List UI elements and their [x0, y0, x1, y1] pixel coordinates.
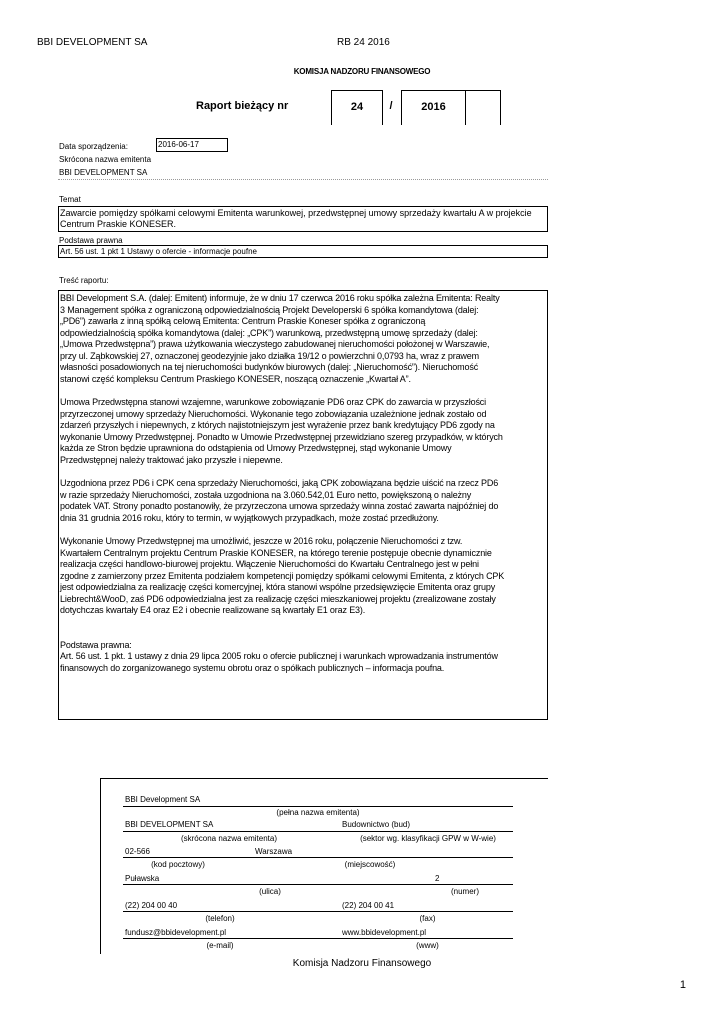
date-field: 2016-06-17 [156, 138, 228, 152]
legal-basis-label: Podstawa prawna [59, 236, 123, 245]
report-number: 24 [350, 101, 364, 113]
footer-fax: (22) 204 00 41 [342, 901, 395, 910]
report-year-box [401, 90, 466, 125]
divider [58, 179, 548, 180]
footer-full-name-label: (pełna nazwa emitenta) [276, 808, 360, 817]
footer-city-label: (miejscowość) [344, 860, 396, 869]
header-commission: KOMISJA NADZORU FINANSOWEGO [293, 67, 431, 76]
footer-full-name: BBI Development SA [125, 795, 201, 804]
page-number: 1 [679, 979, 686, 991]
footer-www-label: (www) [416, 941, 439, 950]
footer-postal: 02-566 [125, 847, 150, 856]
footer-line [123, 884, 513, 885]
footer-phone-label: (telefon) [205, 914, 235, 923]
footer-short-name: BBI DEVELOPMENT SA [125, 820, 214, 829]
paragraph-2: Umowa Przedwstępna stanowi wzajemne, warunkowe zobowiązanie PD6 oraz CPK do zawarcia w przyszłości przyrzeczonej umowy sprzedaży Nieruchomości. Wykonanie tego zobowiązania uzależnione jednak zostało od zdarzeń przyszłych i niepewnych, z których najistotniejszym jest wyrażenie przez bank kredytujący PD6 zgody na wykonanie Umowy Przedwstępnej. Ponadto w Umowie Przedwstępnej przewidziano szereg przypadków, w których każda ze Stron będzie uprawniona do odstąpienia od Umowy Przedwstępnej, stąd wykonanie Umowy Przedwstępnej należy traktować jako przyszłe i niepewne. [60, 397, 503, 465]
footer-top-rule [100, 778, 548, 779]
footer-street: Puławska [125, 874, 160, 883]
footer-fax-label: (fax) [419, 914, 436, 923]
footer-line [123, 911, 513, 912]
footer-email[interactable]: fundusz@bbidevelopment.pl [125, 928, 227, 937]
header-report-code: RB 24 2016 [337, 37, 390, 48]
footer-line [123, 806, 513, 807]
paragraph-3: Uzgodniona przez PD6 i CPK cena sprzedaży Nieruchomości, jaką CPK zobowiązana będzie uiścić na rzecz PD6 w razie sprzedaży Nieruchomości, została uzgodniona na 3.060.542,01 Euro netto, powiększoną o należny podatek VAT. Strony ponadto postanowiły, że przyrzeczona umowa sprzedaży winna zostać zawarta najpóźniej do dnia 31 grudnia 2016 roku, który to termin, w wyjątkowych przypadkach, może zostać przedłużony. [60, 478, 499, 523]
footer-line [123, 938, 513, 939]
footer-commission: Komisja Nadzoru Finansowego [292, 958, 432, 969]
footer-left-rule [100, 778, 101, 954]
footer-line [123, 831, 513, 832]
legal-basis-field: Art. 56 ust. 1 pkt 1 Ustawy o ofercie - informacje poufne [58, 245, 548, 258]
footer-postal-label: (kod pocztowy) [151, 860, 205, 869]
footer-line [123, 857, 513, 858]
footer-number-label: (numer) [450, 887, 479, 896]
date-label: Data sporządzenia: [59, 142, 128, 151]
footer-www[interactable]: www.bbidevelopment.pl [342, 928, 427, 937]
short-name-label: Skrócona nazwa emitenta [59, 155, 152, 164]
footer-city: Warszawa [255, 847, 293, 856]
report-year: 2016 [421, 101, 446, 113]
footer-street-label: (ulica) [259, 887, 281, 896]
footer-number: 2 [435, 874, 440, 883]
footer-sector: Budownictwo (bud) [342, 820, 411, 829]
legal-basis-text: Podstawa prawna: Art. 56 ust. 1 pkt. 1 ustawy z dnia 29 lipca 2005 roku o ofercie publicznej i warunkach wprowadzania instrumentów finansowych do zorganizowanego systemu obrotu oraz o spółkach publicznych – informacja poufna. [60, 639, 498, 673]
report-title: Raport bieżący nr [196, 100, 289, 112]
short-name-value: BBI DEVELOPMENT SA [59, 168, 148, 177]
subject-field: Zawarcie pomiędzy spółkami celowymi Emitenta warunkowej, przedwstępnej umowy sprzedaży kwartału A w projekcie Centrum Praskie KONESER. [58, 206, 548, 232]
report-slash: / [389, 100, 393, 112]
footer-short-name-label: (skrócona nazwa emitenta) [180, 834, 278, 843]
paragraph-4: Wykonanie Umowy Przedwstępnej ma umożliwić, jeszcze w 2016 roku, połączenie Nieruchomości z tzw. Kwartałem Centralnym projektu Centrum Praskie KONESER, na którego terenie postępuje obecnie dynamicznie realizacja części handlowo-biurowej projektu. Włączenie Nieruchomości do Kwartału Centralnego jest w pełni zgodne z zamierzony przez Emitenta podziałem kompetencji pomiędzy spółkami celowymi Emitenta, z których CPK jest odpowiedzialna za realizację części komercyjnej, która stanowi wspólne przedsięwzięcie Emitenta oraz grupy Liebrecht&WooD, zaś PD6 odpowiedzialna jest za realizację części mieszkaniowej projektu (zrealizowane zostały dotychczas kwartały E4 oraz E2 i obecnie realizowane są kwartały E1 oraz E3). [60, 536, 505, 615]
subject-label: Temat [59, 195, 81, 204]
report-number-box [331, 90, 383, 125]
footer-phone: (22) 204 00 40 [125, 901, 178, 910]
footer-sector-label: (sektor wg. klasyfikacji GPW w W-wie) [360, 834, 496, 843]
report-content [58, 290, 548, 720]
footer-email-label: (e-mail) [206, 941, 234, 950]
report-extra-box [464, 90, 501, 125]
header-company: BBI DEVELOPMENT SA [37, 37, 148, 48]
paragraph-1: BBI Development S.A. (dalej: Emitent) informuje, że w dniu 17 czerwca 2016 roku spółka zależna Emitenta: Realty 3 Management spółka z ograniczoną odpowiedzialnością Projekt Developerski 6 spółka komandytowa (dalej: „PD6”) zawarła z inną spółką celową Emitenta: Centrum Praskie Koneser spółka z ograniczoną odpowiedzialnością spółka komandytowa (dalej: „CPK”) warunkową, przedwstępną umowę sprzedaży (dalej: „Umowa Przedwstępna”) prawa użytkowania wieczystego zabudowanej nieruchomości położonej w Warszawie, przy ul. Ząbkowskiej 27, oznaczonej geodezyjnie jako działka 19/12 o powierzchni 0,0793 ha, wraz z prawem własności posadowionych na tej nieruchomości budynków biurowych (dalej: „Nieruchomość”). Nieruchomość stanowi część kompleksu Centrum Praskiego KONESER, noszącą oznaczenie „Kwartał A”. [60, 293, 500, 384]
body-label: Treść raportu: [59, 276, 109, 285]
